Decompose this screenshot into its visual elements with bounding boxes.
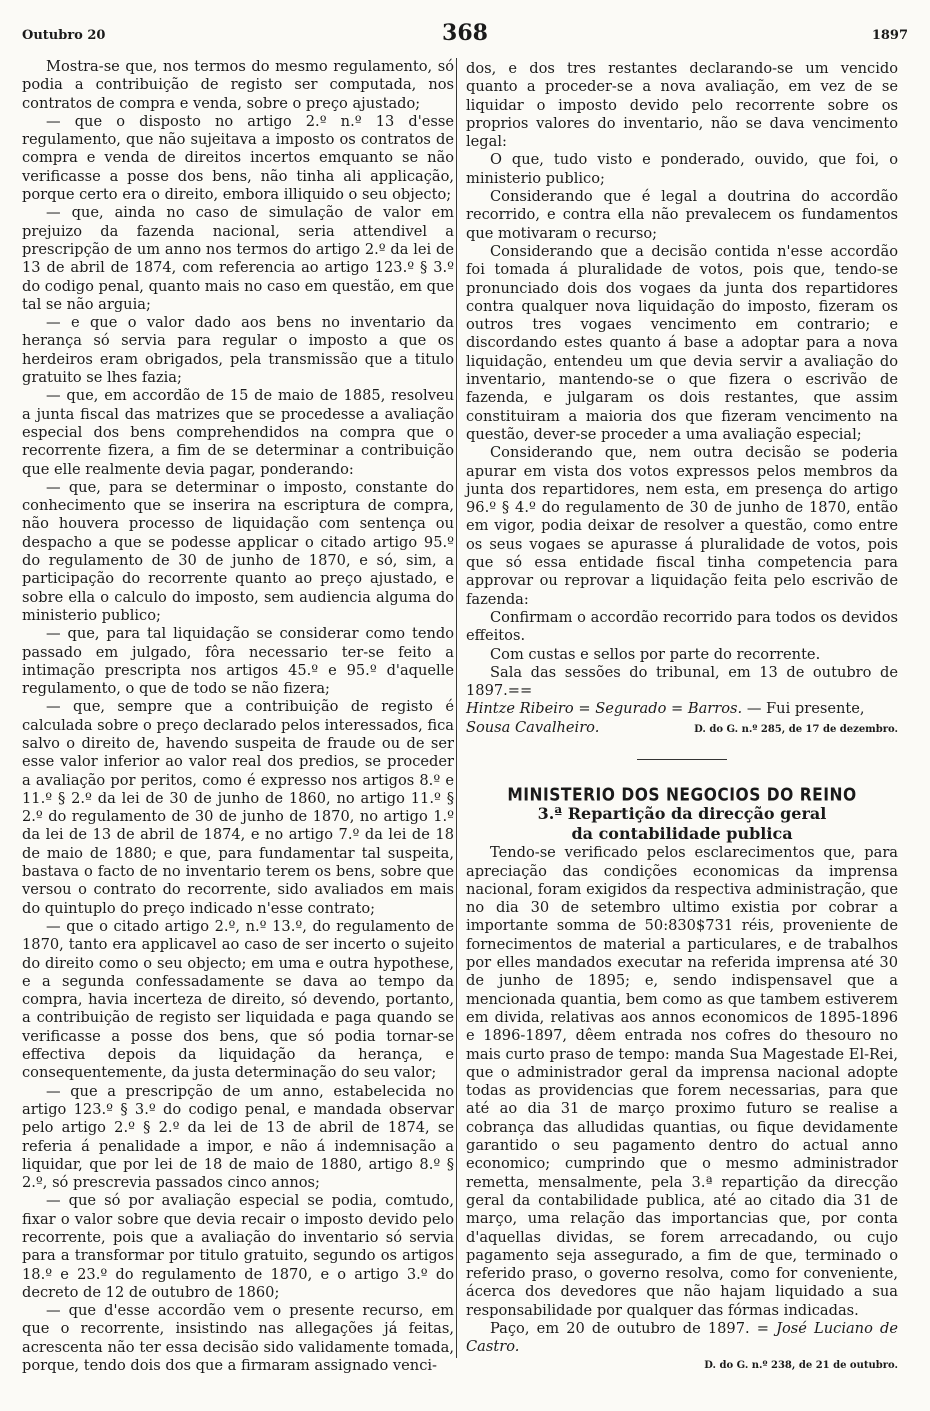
department-line-2: da contabilidade publica — [571, 824, 793, 844]
header-date: Outubro 20 — [22, 28, 106, 43]
paragraph: Confirmam o accordão recorrido para todos os devidos effeitos. — [466, 608, 898, 645]
paragraph: O que, tudo visto e ponderado, ouvido, que foi, o ministerio publico; — [466, 151, 898, 187]
source-citation: D. do G. n.º 285, de 17 de dezembro. — [694, 723, 898, 735]
paragraph: — que, sempre que a contribuição de registo é calculada sobre o preço declarado pelos interessados, fica salvo o direito de, havendo suspeita de fraude ou de ser esse valor inferior ao valor real dos predios, se proceder a avaliação por peritos, como é expresso nos artigos 8.º e 11.º § 2.º da lei de 30 de junho de 1860, no artigo 11.º § 2.º do regulamento de 30 de junho de 1870, no artigo 1.º da lei de 13 de abril de 1874, e no artigo 7.º da lei de 18 de maio de 1880; e que, para fundamentar tal suspeita, bastava o facto de no inventario terem os bens, sobre que versou o contrato do recorrente, sido avaliados em mais do quintuplo do preço indicado n'esse contrato; — [22, 698, 454, 917]
decree-source: D. do G. n.º 238, de 21 de outubro. — [704, 1359, 898, 1371]
page-header — [22, 20, 908, 50]
left-column — [22, 58, 454, 1375]
ministry-heading: MINISTERIO DOS NEGOCIOS DO REINO — [507, 784, 857, 806]
clerk-signature: Sousa Cavalheiro. — [466, 718, 600, 736]
decree-signature — [466, 1320, 898, 1357]
session-date: Sala das sessões do tribunal, em 13 de outubro de 1897. — [466, 663, 898, 700]
paragraph: — que, ainda no caso de simulação de valor em prejuizo da fazenda nacional, seria attendivel a prescripção de um anno nos termos do artigo 2.º da lei de 13 de abril de 1874, com referencia ao artigo 123.º § 3.º do codigo penal, quanto mais no caso em questão, em que tal se não arguia; — [22, 204, 454, 313]
paragraph: — que, em accordão de 15 de maio de 1885, resolveu a junta fiscal das matrizes que se procedesse a avaliação especial dos bens comprehendidos na compra que o recorrente fizera, a fim de se determinar a contribuição que elle realmente devia pagar, ponderando: — [22, 387, 454, 478]
decree-text: Tendo-se verificado pelos esclarecimentos que, para apreciação das condições economicas da imprensa nacional, foram exigidos da respectiva administração, que no dia 30 de setembro ultimo existia por cobrar a importante somma de 50:830$731 réis, proveniente de fornecimentos de material a particulares, e de trabalhos por elles mandados executar na referida imprensa até 30 de junho de 1895; e, sendo indispensavel que a mencionada quantia, bem como as que tambem estiverem em divida, relativas aos annos economicos de 1895-1896 e 1896-1897, dêem entrada nos cofres do thesouro no mais curto praso de tempo: manda Sua Magestade El-Rei, que o administrador geral da imprensa nacional adopte todas as providencias que forem necessarias, para que até ao dia 31 de março proximo futuro se realise a cobrança das alludidas quantias, ou fique devidamente garantido o seu pagamento dentro do actual anno economico; cumprindo que o mesmo administrador remetta, mensalmente, pela 3.ª repartição da direcção geral da contabilidade publica, até ao citado dia 31 de março, uma relação das importancias que, por conta d'aquellas dividas, se forem arrecadando, ou cujo pagamento seja assegurado, a fim de que, terminado o referido praso, o governo resolva, como for conveniente, ácerca dos devedores que não hajam liquidado a sua responsabilidade por qualquer das fórmas indicadas. — [466, 844, 898, 1319]
decree-signer: = José Luciano de Castro. — [466, 1320, 898, 1356]
paragraph: Considerando que a decisão contida n'esse accordão foi tomada á pluralidade de votos, pois que, tendo-se pronunciado dois dos vogaes da junta dos repartidores contra qualquer nova liquidação do imposto, fizeram os outros tres vogaes vencimento em contrario; e discordando estes quanto á base a adoptar para a nova liquidação, entendeu um que devia servir a avaliação do inventario, mantendo-se o que fizera o escrivão de fazenda, e julgaram os dois restantes, que assim constituiram a maioria dos que fizeram vencimento na questão, dever-se proceder a uma avaliação especial; — [466, 242, 898, 443]
paragraph: Mostra-se que, nos termos do mesmo regulamento, só podia a contribuição de registo ser computada, nos contratos de compra e venda, sobre o preço ajustado; — [22, 58, 454, 112]
paragraph: — e que o valor dado aos bens no inventario da herança só servia para regular o imposto a que os herdeiros eram obrigados, pela transmissão que a titulo gratuito se lhes fazia; — [22, 314, 454, 387]
paragraph: dos, e dos tres restantes declarando-se um vencido quanto a proceder-se a nova avaliação, em vez de se liquidar o imposto devido pelo recorrente sobre os proprios valores do inventario, não se dava vencimento legal: — [466, 60, 898, 151]
paragraph: Sala das sessões do tribunal, em 13 de outubro de 1897.== — [466, 663, 898, 700]
judges-signatures: Hintze Ribeiro = Segurado = Barros. — [466, 700, 743, 718]
paragraph: — que, para se determinar o imposto, constante do conhecimento que se inserira na escriptura de compra, não houvera processo de liquidação com sentença ou despacho a que se podesse applicar o citado artigo 95.º do regulamento de 30 de junho de 1870, e só, sim, a participação do recorrente quanto ao preço ajustado, e sobre ella o calculo do imposto, sem audiencia alguma do ministerio publico; — [22, 478, 454, 624]
present-note: — Fui presente, — [746, 700, 865, 718]
decree-place-date: Paço, em 20 de outubro de 1897. — [490, 1320, 750, 1337]
paragraph: — que o citado artigo 2.º, n.º 13.º, do regulamento de 1870, tanto era applicavel ao caso de ser incerto o sujeito do direito como o seu objecto; em uma e outra hypothese, e a segunda confessadamente se dava ao tempo da compra, havia incerteza de direito, só devendo, portanto, a contribuição de registo ser liquidada e paga quando se verificasse a posse dos bens, que só podia tornar-se effectiva depois da liquidação da herança, e consequentemente, da justa determinação do seu valor; — [22, 917, 454, 1082]
paragraph: — que a prescripção de um anno, estabelecida no artigo 123.º § 3.º do codigo penal, e mandada observar pelo artigo 2.º § 2.º da lei de 13 de abril de 1874, se referia á penalidade a impor, e não á indemnisação a liquidar, que por lei de 18 de maio de 1880, artigo 8.º § 2.º, só prescrevia passados cinco annos; — [22, 1082, 454, 1192]
paragraph: Considerando que é legal a doutrina do accordão recorrido, e contra ella não prevalecem os fundamentos que motivaram o recurso; — [466, 188, 898, 242]
header-year: 1897 — [871, 28, 908, 43]
column-divider — [456, 58, 457, 1358]
clerk-line — [466, 719, 898, 739]
page-number: 368 — [442, 20, 488, 46]
signature-line — [466, 700, 898, 718]
department-line-1: 3.ª Repartição da direcção geral — [537, 804, 827, 824]
paragraph: — que só por avaliação especial se podia, comtudo, fixar o valor sobre que devia recair o imposto devido pelo recorrente, pois que a avaliação do inventario só servia para a transformar por titulo gratuito, segundo os artigos 18.º e 23.º do regulamento de 1870, e o artigo 3.º do decreto de 12 de outubro de 1860; — [22, 1192, 454, 1301]
paragraph: — que o disposto no artigo 2.º n.º 13 d'esse regulamento, que não sujeitava a imposto os contratos de compra e venda de direitos incertos emquanto se não verificasse a posse dos bens, não tinha ali applicação, porque certo era o direito, embora illiquido o seu objecto; — [22, 112, 454, 204]
paragraph: — que d'esse accordão vem o presente recurso, em que o recorrente, insistindo nas allegações já feitas, acrescenta não ter essa decisão sido validamente tomada, porque, tendo dois dos que a firmaram assignado venci- — [22, 1302, 454, 1375]
paragraph: Considerando que, nem outra decisão se poderia apurar em vista dos votos expressos pelos membros da junta dos repartidores, nem esta, em presença do artigo 96.º § 4.º do regulamento de 30 de junho de 1870, então em vigor, podia deixar de resolver a questão, como entre os seus vogaes se apurasse á pluralidade de votos, pois que só essa entidade fiscal tinha competencia para approvar ou reprovar a liquidação feita pelo escrivão de fazenda: — [466, 444, 898, 608]
right-column — [466, 60, 898, 1375]
section-separator — [637, 759, 727, 760]
paragraph: Com custas e sellos por parte do recorrente. — [490, 645, 821, 663]
paragraph: — que, para tal liquidação se considerar como tendo passado em julgado, fôra necessario ter-se feito a intimação prescripta nos artigos 45.º e 95.º d'aquelle regulamento, o que de todo se não fizera; — [22, 625, 454, 698]
department-heading — [466, 804, 898, 844]
